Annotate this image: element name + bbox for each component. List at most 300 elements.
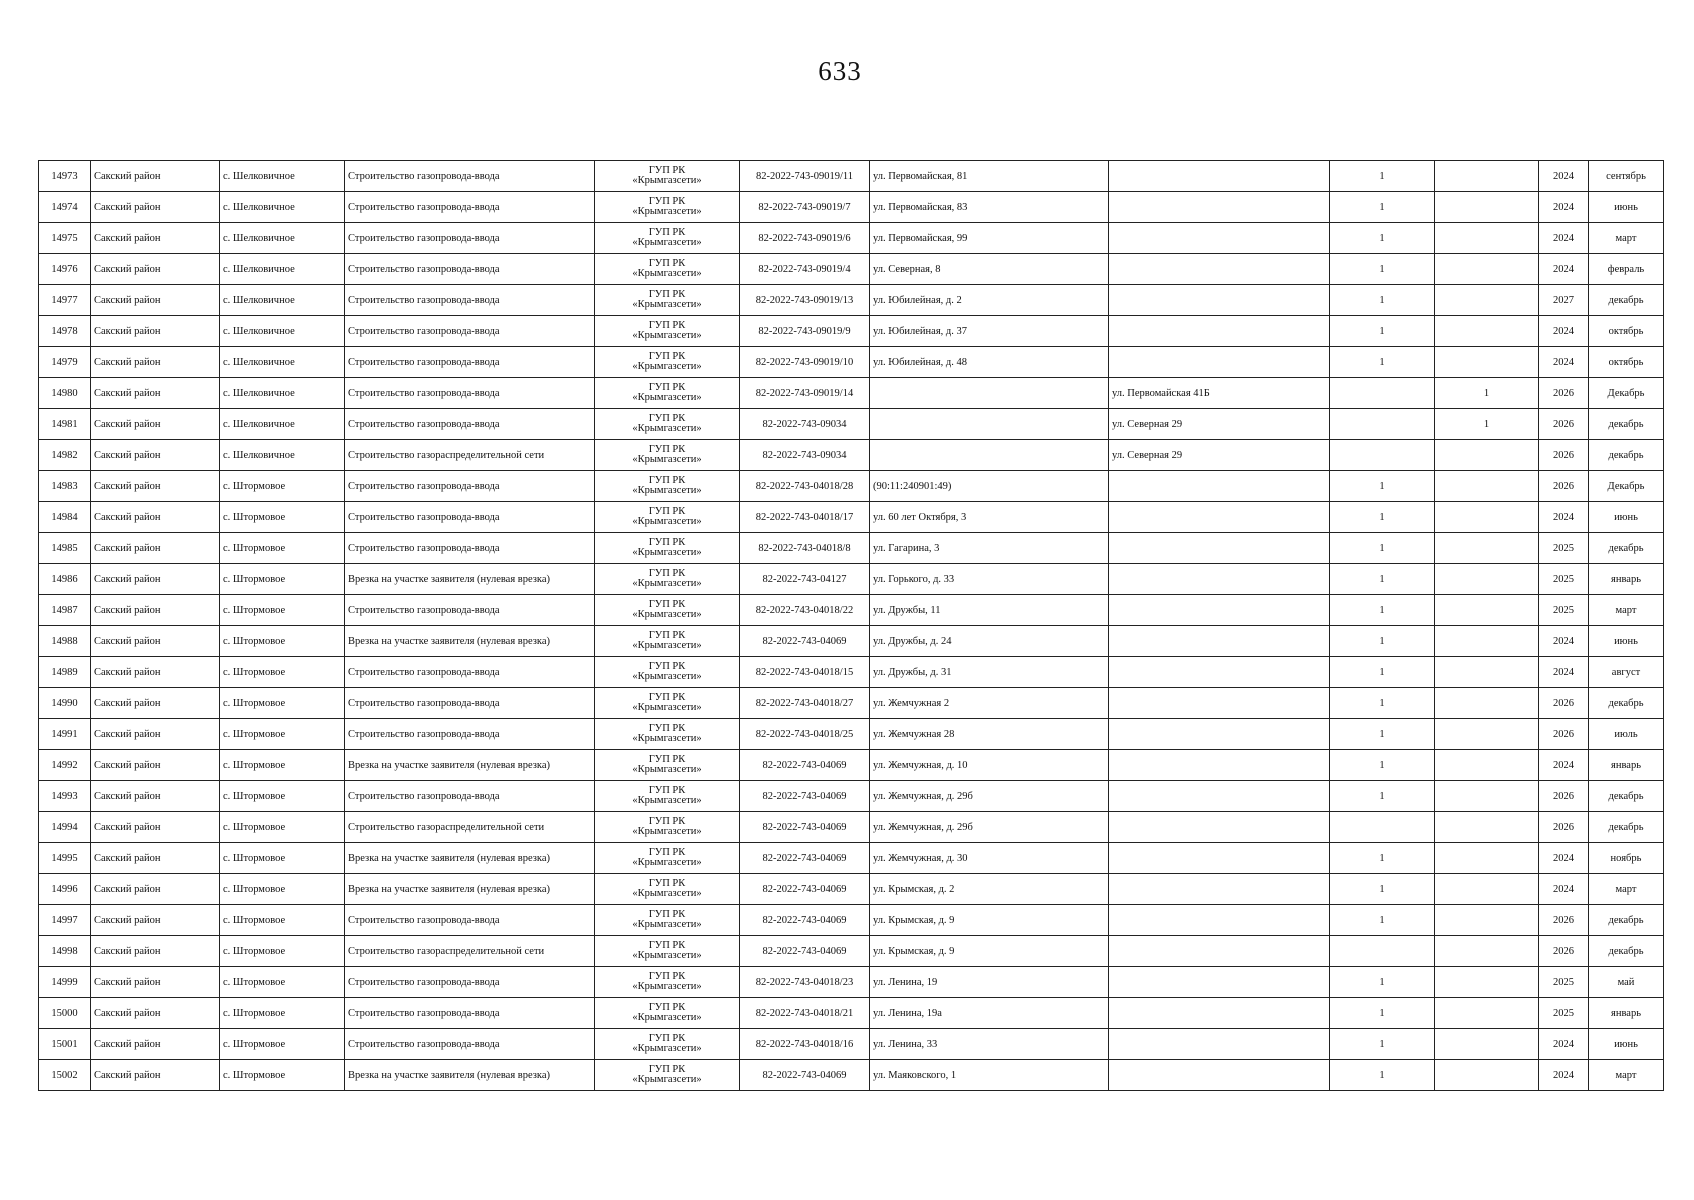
cell-settlement: с. Штормовое xyxy=(220,843,345,874)
cell-settlement: с. Штормовое xyxy=(220,750,345,781)
table-row xyxy=(39,1060,1664,1091)
cell-work-type: Строительство газопровода-ввода xyxy=(345,688,595,719)
cell-quantity-alt xyxy=(1435,812,1539,843)
cell-quantity-alt xyxy=(1435,874,1539,905)
cell-year: 2026 xyxy=(1539,781,1589,812)
organization-line-1: ГУП РК xyxy=(648,1033,686,1044)
cell-address-alt xyxy=(1109,967,1330,998)
organization-line-1: ГУП РК xyxy=(648,1064,686,1075)
cell-address: ул. Крымская, д. 9 xyxy=(870,936,1109,967)
cell-quantity: 1 xyxy=(1330,316,1435,347)
cell-address: ул. Дружбы, 11 xyxy=(870,595,1109,626)
table-row xyxy=(39,471,1664,502)
cell-quantity xyxy=(1330,812,1435,843)
cell-organization xyxy=(595,502,740,533)
cell-district: Сакский район xyxy=(91,440,220,471)
cell-quantity: 1 xyxy=(1330,998,1435,1029)
cell-district: Сакский район xyxy=(91,812,220,843)
cell-organization xyxy=(595,347,740,378)
cell-work-type: Строительство газопровода-ввода xyxy=(345,1029,595,1060)
cell-project-code: 82-2022-743-09034 xyxy=(740,409,870,440)
cell-project-code: 82-2022-743-04018/21 xyxy=(740,998,870,1029)
cell-settlement: с. Шелковичное xyxy=(220,161,345,192)
organization-line-2: «Крымгазсети» xyxy=(632,485,702,496)
cell-organization xyxy=(595,1029,740,1060)
cell-month: декабрь xyxy=(1589,285,1664,316)
cell-project-code: 82-2022-743-09019/13 xyxy=(740,285,870,316)
cell-address-alt xyxy=(1109,781,1330,812)
cell-number: 14992 xyxy=(39,750,91,781)
table-row xyxy=(39,440,1664,471)
table-row xyxy=(39,750,1664,781)
cell-number: 14974 xyxy=(39,192,91,223)
organization-line-2: «Крымгазсети» xyxy=(632,950,702,961)
cell-project-code: 82-2022-743-04069 xyxy=(740,905,870,936)
cell-work-type: Строительство газопровода-ввода xyxy=(345,533,595,564)
cell-settlement: с. Штормовое xyxy=(220,719,345,750)
cell-quantity-alt xyxy=(1435,347,1539,378)
cell-month: Декабрь xyxy=(1589,471,1664,502)
cell-year: 2024 xyxy=(1539,161,1589,192)
organization-line-2: «Крымгазсети» xyxy=(632,578,702,589)
cell-address-alt xyxy=(1109,347,1330,378)
cell-work-type: Врезка на участке заявителя (нулевая врезка) xyxy=(345,874,595,905)
cell-year: 2025 xyxy=(1539,533,1589,564)
cell-address: ул. Дружбы, д. 24 xyxy=(870,626,1109,657)
cell-project-code: 82-2022-743-09034 xyxy=(740,440,870,471)
cell-number: 14979 xyxy=(39,347,91,378)
organization-line-1: ГУП РК xyxy=(648,754,686,765)
cell-address-alt xyxy=(1109,192,1330,223)
cell-organization xyxy=(595,905,740,936)
cell-month: ноябрь xyxy=(1589,843,1664,874)
table-row xyxy=(39,502,1664,533)
cell-number: 14984 xyxy=(39,502,91,533)
cell-work-type: Врезка на участке заявителя (нулевая врезка) xyxy=(345,843,595,874)
cell-address-alt xyxy=(1109,254,1330,285)
cell-year: 2025 xyxy=(1539,967,1589,998)
cell-quantity-alt xyxy=(1435,192,1539,223)
cell-address-alt xyxy=(1109,688,1330,719)
cell-year: 2024 xyxy=(1539,657,1589,688)
table-row xyxy=(39,161,1664,192)
cell-month: март xyxy=(1589,595,1664,626)
cell-quantity xyxy=(1330,409,1435,440)
cell-address: ул. Крымская, д. 9 xyxy=(870,905,1109,936)
cell-quantity-alt xyxy=(1435,626,1539,657)
organization-line-1: ГУП РК xyxy=(648,444,686,455)
table-row xyxy=(39,254,1664,285)
organization-line-1: ГУП РК xyxy=(648,785,686,796)
cell-settlement: с. Шелковичное xyxy=(220,254,345,285)
cell-quantity-alt xyxy=(1435,440,1539,471)
cell-work-type: Строительство газопровода-ввода xyxy=(345,223,595,254)
cell-quantity: 1 xyxy=(1330,347,1435,378)
cell-number: 15000 xyxy=(39,998,91,1029)
table-row xyxy=(39,936,1664,967)
cell-month: июль xyxy=(1589,719,1664,750)
cell-number: 14986 xyxy=(39,564,91,595)
organization-line-2: «Крымгазсети» xyxy=(632,919,702,930)
cell-month: февраль xyxy=(1589,254,1664,285)
table-row xyxy=(39,657,1664,688)
cell-year: 2026 xyxy=(1539,936,1589,967)
cell-year: 2026 xyxy=(1539,471,1589,502)
cell-project-code: 82-2022-743-04018/17 xyxy=(740,502,870,533)
cell-work-type: Строительство газопровода-ввода xyxy=(345,905,595,936)
table-row xyxy=(39,316,1664,347)
cell-address: ул. Жемчужная, д. 29б xyxy=(870,781,1109,812)
cell-number: 14981 xyxy=(39,409,91,440)
cell-address-alt xyxy=(1109,502,1330,533)
cell-quantity: 1 xyxy=(1330,657,1435,688)
cell-work-type: Строительство газопровода-ввода xyxy=(345,254,595,285)
cell-quantity-alt xyxy=(1435,471,1539,502)
cell-quantity: 1 xyxy=(1330,161,1435,192)
cell-year: 2024 xyxy=(1539,843,1589,874)
cell-year: 2026 xyxy=(1539,812,1589,843)
cell-work-type: Врезка на участке заявителя (нулевая врезка) xyxy=(345,564,595,595)
cell-organization xyxy=(595,161,740,192)
organization-line-1: ГУП РК xyxy=(648,289,686,300)
cell-organization xyxy=(595,750,740,781)
cell-project-code: 82-2022-743-09019/9 xyxy=(740,316,870,347)
cell-address-alt xyxy=(1109,595,1330,626)
table-row xyxy=(39,812,1664,843)
organization-line-1: ГУП РК xyxy=(648,196,686,207)
cell-address: ул. Юбилейная, д. 37 xyxy=(870,316,1109,347)
table-row xyxy=(39,595,1664,626)
cell-year: 2026 xyxy=(1539,409,1589,440)
cell-quantity-alt xyxy=(1435,688,1539,719)
cell-settlement: с. Штормовое xyxy=(220,657,345,688)
table-row xyxy=(39,378,1664,409)
cell-address xyxy=(870,440,1109,471)
cell-quantity-alt xyxy=(1435,905,1539,936)
cell-work-type: Строительство газораспределительной сети xyxy=(345,936,595,967)
cell-address-alt: ул. Северная 29 xyxy=(1109,409,1330,440)
organization-line-2: «Крымгазсети» xyxy=(632,423,702,434)
cell-quantity-alt xyxy=(1435,564,1539,595)
organization-line-1: ГУП РК xyxy=(648,692,686,703)
cell-address: ул. Северная, 8 xyxy=(870,254,1109,285)
cell-quantity-alt xyxy=(1435,161,1539,192)
cell-work-type: Строительство газопровода-ввода xyxy=(345,719,595,750)
table-row xyxy=(39,409,1664,440)
cell-organization xyxy=(595,998,740,1029)
cell-year: 2024 xyxy=(1539,502,1589,533)
cell-organization xyxy=(595,533,740,564)
cell-year: 2025 xyxy=(1539,564,1589,595)
cell-project-code: 82-2022-743-04069 xyxy=(740,626,870,657)
cell-month: декабрь xyxy=(1589,905,1664,936)
cell-quantity: 1 xyxy=(1330,905,1435,936)
cell-settlement: с. Штормовое xyxy=(220,564,345,595)
cell-district: Сакский район xyxy=(91,192,220,223)
organization-line-1: ГУП РК xyxy=(648,506,686,517)
cell-number: 14990 xyxy=(39,688,91,719)
cell-project-code: 82-2022-743-04018/28 xyxy=(740,471,870,502)
cell-month: декабрь xyxy=(1589,440,1664,471)
organization-line-1: ГУП РК xyxy=(648,816,686,827)
organization-line-2: «Крымгазсети» xyxy=(632,857,702,868)
cell-organization xyxy=(595,967,740,998)
cell-work-type: Строительство газопровода-ввода xyxy=(345,347,595,378)
cell-organization xyxy=(595,657,740,688)
organization-line-2: «Крымгазсети» xyxy=(632,361,702,372)
organization-line-1: ГУП РК xyxy=(648,568,686,579)
cell-project-code: 82-2022-743-04018/22 xyxy=(740,595,870,626)
organization-line-2: «Крымгазсети» xyxy=(632,516,702,527)
table-row xyxy=(39,285,1664,316)
organization-line-1: ГУП РК xyxy=(648,165,686,176)
cell-organization xyxy=(595,626,740,657)
cell-district: Сакский район xyxy=(91,626,220,657)
cell-number: 14980 xyxy=(39,378,91,409)
cell-quantity-alt: 1 xyxy=(1435,409,1539,440)
cell-quantity: 1 xyxy=(1330,967,1435,998)
cell-month: декабрь xyxy=(1589,688,1664,719)
cell-project-code: 82-2022-743-04018/8 xyxy=(740,533,870,564)
cell-district: Сакский район xyxy=(91,936,220,967)
cell-month: Декабрь xyxy=(1589,378,1664,409)
cell-district: Сакский район xyxy=(91,967,220,998)
cell-number: 15002 xyxy=(39,1060,91,1091)
cell-district: Сакский район xyxy=(91,564,220,595)
cell-address-alt xyxy=(1109,1060,1330,1091)
cell-work-type: Строительство газопровода-ввода xyxy=(345,161,595,192)
organization-line-1: ГУП РК xyxy=(648,351,686,362)
cell-project-code: 82-2022-743-04069 xyxy=(740,781,870,812)
organization-line-1: ГУП РК xyxy=(648,537,686,548)
cell-district: Сакский район xyxy=(91,409,220,440)
cell-address: ул. Первомайская, 99 xyxy=(870,223,1109,254)
cell-number: 14995 xyxy=(39,843,91,874)
organization-line-1: ГУП РК xyxy=(648,847,686,858)
table-row xyxy=(39,192,1664,223)
cell-year: 2024 xyxy=(1539,347,1589,378)
cell-project-code: 82-2022-743-04069 xyxy=(740,936,870,967)
cell-address-alt xyxy=(1109,874,1330,905)
cell-district: Сакский район xyxy=(91,223,220,254)
cell-project-code: 82-2022-743-04018/27 xyxy=(740,688,870,719)
cell-quantity: 1 xyxy=(1330,595,1435,626)
cell-address: ул. Жемчужная, д. 29б xyxy=(870,812,1109,843)
cell-month: декабрь xyxy=(1589,936,1664,967)
cell-settlement: с. Штормовое xyxy=(220,595,345,626)
cell-month: январь xyxy=(1589,998,1664,1029)
cell-organization xyxy=(595,688,740,719)
cell-quantity: 1 xyxy=(1330,1029,1435,1060)
organization-line-2: «Крымгазсети» xyxy=(632,640,702,651)
cell-quantity: 1 xyxy=(1330,502,1435,533)
cell-district: Сакский район xyxy=(91,688,220,719)
organization-line-1: ГУП РК xyxy=(648,630,686,641)
cell-district: Сакский район xyxy=(91,657,220,688)
cell-quantity: 1 xyxy=(1330,688,1435,719)
cell-number: 14993 xyxy=(39,781,91,812)
cell-address: ул. Ленина, 33 xyxy=(870,1029,1109,1060)
organization-line-1: ГУП РК xyxy=(648,258,686,269)
cell-quantity xyxy=(1330,440,1435,471)
cell-address-alt xyxy=(1109,564,1330,595)
cell-address-alt: ул. Первомайская 41Б xyxy=(1109,378,1330,409)
cell-year: 2025 xyxy=(1539,998,1589,1029)
cell-month: декабрь xyxy=(1589,409,1664,440)
cell-organization xyxy=(595,471,740,502)
cell-year: 2026 xyxy=(1539,719,1589,750)
cell-year: 2024 xyxy=(1539,316,1589,347)
cell-district: Сакский район xyxy=(91,1060,220,1091)
cell-address-alt xyxy=(1109,533,1330,564)
cell-organization xyxy=(595,254,740,285)
cell-address-alt xyxy=(1109,657,1330,688)
cell-settlement: с. Штормовое xyxy=(220,967,345,998)
cell-year: 2026 xyxy=(1539,905,1589,936)
cell-quantity-alt xyxy=(1435,750,1539,781)
cell-organization xyxy=(595,378,740,409)
cell-work-type: Строительство газораспределительной сети xyxy=(345,440,595,471)
cell-address-alt xyxy=(1109,316,1330,347)
cell-settlement: с. Шелковичное xyxy=(220,285,345,316)
cell-organization xyxy=(595,440,740,471)
cell-district: Сакский район xyxy=(91,316,220,347)
cell-settlement: с. Шелковичное xyxy=(220,409,345,440)
cell-number: 14982 xyxy=(39,440,91,471)
cell-district: Сакский район xyxy=(91,781,220,812)
cell-quantity-alt xyxy=(1435,1029,1539,1060)
cell-month: июнь xyxy=(1589,502,1664,533)
cell-organization xyxy=(595,874,740,905)
cell-work-type: Строительство газопровода-ввода xyxy=(345,285,595,316)
cell-organization xyxy=(595,812,740,843)
cell-organization xyxy=(595,936,740,967)
cell-organization xyxy=(595,719,740,750)
organization-line-1: ГУП РК xyxy=(648,971,686,982)
cell-district: Сакский район xyxy=(91,285,220,316)
cell-settlement: с. Шелковичное xyxy=(220,316,345,347)
organization-line-1: ГУП РК xyxy=(648,940,686,951)
cell-month: июнь xyxy=(1589,192,1664,223)
organization-line-1: ГУП РК xyxy=(648,382,686,393)
cell-organization xyxy=(595,781,740,812)
cell-work-type: Строительство газопровода-ввода xyxy=(345,998,595,1029)
cell-year: 2024 xyxy=(1539,750,1589,781)
cell-address-alt xyxy=(1109,285,1330,316)
cell-quantity-alt xyxy=(1435,223,1539,254)
table-row xyxy=(39,564,1664,595)
cell-month: март xyxy=(1589,223,1664,254)
cell-settlement: с. Штормовое xyxy=(220,905,345,936)
organization-line-2: «Крымгазсети» xyxy=(632,547,702,558)
cell-address-alt xyxy=(1109,843,1330,874)
organization-line-2: «Крымгазсети» xyxy=(632,702,702,713)
cell-work-type: Врезка на участке заявителя (нулевая врезка) xyxy=(345,626,595,657)
organization-line-2: «Крымгазсети» xyxy=(632,981,702,992)
cell-project-code: 82-2022-743-04069 xyxy=(740,843,870,874)
cell-number: 14988 xyxy=(39,626,91,657)
cell-district: Сакский район xyxy=(91,347,220,378)
cell-number: 14975 xyxy=(39,223,91,254)
organization-line-2: «Крымгазсети» xyxy=(632,392,702,403)
page-number: 633 xyxy=(818,56,862,86)
cell-number: 14998 xyxy=(39,936,91,967)
cell-month: декабрь xyxy=(1589,533,1664,564)
cell-month: сентябрь xyxy=(1589,161,1664,192)
cell-number: 14994 xyxy=(39,812,91,843)
cell-quantity: 1 xyxy=(1330,843,1435,874)
cell-district: Сакский район xyxy=(91,471,220,502)
cell-project-code: 82-2022-743-04127 xyxy=(740,564,870,595)
cell-quantity-alt xyxy=(1435,719,1539,750)
cell-number: 14996 xyxy=(39,874,91,905)
cell-project-code: 82-2022-743-04069 xyxy=(740,812,870,843)
cell-work-type: Строительство газопровода-ввода xyxy=(345,192,595,223)
cell-address: ул. Гагарина, 3 xyxy=(870,533,1109,564)
cell-quantity: 1 xyxy=(1330,874,1435,905)
cell-month: май xyxy=(1589,967,1664,998)
cell-month: октябрь xyxy=(1589,316,1664,347)
cell-quantity-alt xyxy=(1435,285,1539,316)
organization-line-1: ГУП РК xyxy=(648,227,686,238)
organization-line-1: ГУП РК xyxy=(648,661,686,672)
table-row xyxy=(39,533,1664,564)
cell-address: ул. Горького, д. 33 xyxy=(870,564,1109,595)
organization-line-1: ГУП РК xyxy=(648,1002,686,1013)
cell-project-code: 82-2022-743-04069 xyxy=(740,874,870,905)
cell-work-type: Строительство газопровода-ввода xyxy=(345,595,595,626)
cell-quantity-alt xyxy=(1435,595,1539,626)
cell-year: 2024 xyxy=(1539,223,1589,254)
cell-quantity-alt xyxy=(1435,1060,1539,1091)
cell-settlement: с. Штормовое xyxy=(220,936,345,967)
cell-project-code: 82-2022-743-09019/7 xyxy=(740,192,870,223)
cell-work-type: Строительство газопровода-ввода xyxy=(345,316,595,347)
cell-quantity xyxy=(1330,936,1435,967)
cell-work-type: Строительство газопровода-ввода xyxy=(345,502,595,533)
cell-district: Сакский район xyxy=(91,161,220,192)
cell-quantity: 1 xyxy=(1330,750,1435,781)
cell-district: Сакский район xyxy=(91,502,220,533)
organization-line-1: ГУП РК xyxy=(648,413,686,424)
cell-number: 14983 xyxy=(39,471,91,502)
table-row xyxy=(39,347,1664,378)
cell-district: Сакский район xyxy=(91,595,220,626)
cell-organization xyxy=(595,223,740,254)
cell-project-code: 82-2022-743-04018/16 xyxy=(740,1029,870,1060)
cell-settlement: с. Штормовое xyxy=(220,998,345,1029)
cell-address-alt xyxy=(1109,471,1330,502)
cell-address-alt xyxy=(1109,626,1330,657)
cell-number: 14997 xyxy=(39,905,91,936)
organization-line-1: ГУП РК xyxy=(648,475,686,486)
cell-address-alt xyxy=(1109,998,1330,1029)
cell-address-alt xyxy=(1109,223,1330,254)
cell-settlement: с. Шелковичное xyxy=(220,192,345,223)
cell-address: ул. Юбилейная, д. 48 xyxy=(870,347,1109,378)
cell-number: 14991 xyxy=(39,719,91,750)
table-row xyxy=(39,781,1664,812)
cell-number: 14973 xyxy=(39,161,91,192)
cell-address-alt xyxy=(1109,750,1330,781)
cell-organization xyxy=(595,843,740,874)
cell-settlement: с. Штормовое xyxy=(220,1029,345,1060)
cell-organization xyxy=(595,564,740,595)
table-row xyxy=(39,998,1664,1029)
table-row xyxy=(39,905,1664,936)
cell-number: 14999 xyxy=(39,967,91,998)
cell-project-code: 82-2022-743-04018/15 xyxy=(740,657,870,688)
